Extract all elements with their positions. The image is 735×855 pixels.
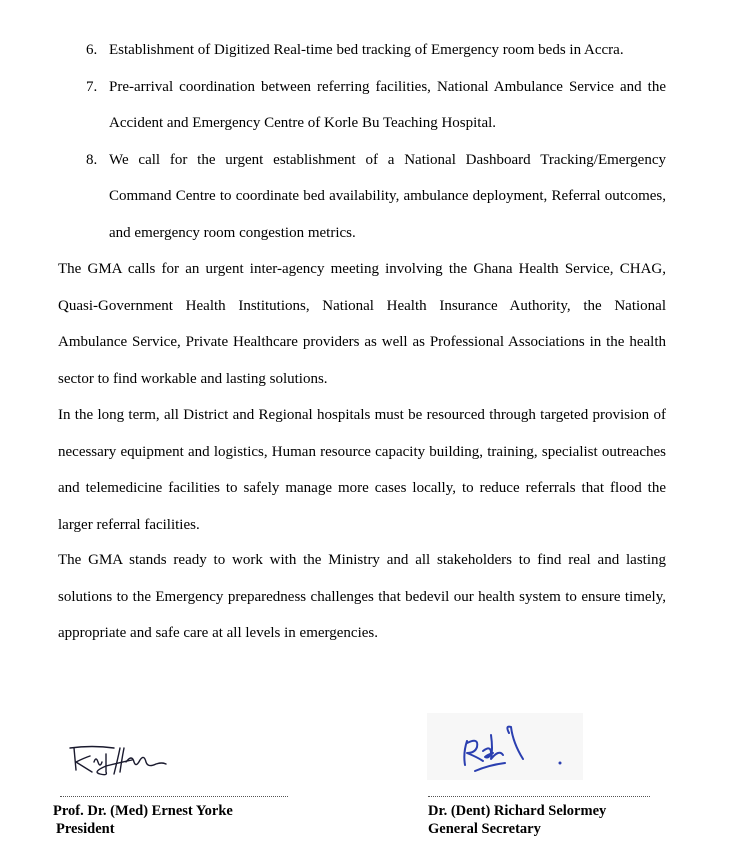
list-item bbox=[58, 69, 666, 142]
signatory-title: General Secretary bbox=[428, 821, 541, 837]
list-item bbox=[58, 32, 666, 69]
paragraph-long-term: In the long term, all District and Regional hospitals must be resourced through targeted provision of necessary equipment and logistics, Human resource capacity building, training, specialist outreaches and telemedicine facilities to safely manage more cases locally, to reduce referrals that flood the larger referral facilities. bbox=[58, 407, 666, 533]
signatory-title: President bbox=[56, 821, 115, 837]
signatory-name: Dr. (Dent) Richard Selormey bbox=[428, 803, 607, 819]
handwritten-signature-icon bbox=[427, 713, 583, 780]
list-item-text: Establishment of Digitized Real-time bed tracking of Emergency room beds in Accra. bbox=[109, 42, 624, 58]
signature-image-background bbox=[427, 713, 583, 780]
list-item bbox=[58, 142, 666, 252]
list-item-text: We call for the urgent establishment of a National Dashboard Tracking/Emergency Command Centre to coordinate bed availability, ambulance deployment, Referral outcomes, and emergency room congestion metrics. bbox=[109, 151, 666, 241]
signatory-name: Prof. Dr. (Med) Ernest Yorke bbox=[53, 803, 233, 819]
list-item-number: 8. bbox=[86, 151, 98, 168]
recommendations-list bbox=[58, 32, 666, 252]
paragraph-gma-stands-ready: The GMA stands ready to work with the Ministry and all stakeholders to find real and lasting solutions to the Emergency preparedness challenges that bedevil our health system to ensure timely, appropriate and safe care at all levels in emergencies. bbox=[58, 552, 666, 642]
list-item-number: 7. bbox=[86, 78, 98, 95]
list-item-text: Pre-arrival coordination between referring facilities, National Ambulance Service and the Accident and Emergency Centre of Korle Bu Teaching Hospital. bbox=[109, 78, 666, 132]
list-item-number: 6. bbox=[86, 42, 98, 58]
signature-line bbox=[60, 782, 288, 797]
handwritten-signature-icon bbox=[62, 732, 172, 787]
signature-line bbox=[428, 782, 650, 797]
paragraph-inter-agency-meeting: The GMA calls for an urgent inter-agency meeting involving the Ghana Health Service, CHAG, Quasi-Government Health Institutions, National Health Insurance Authority, the National Ambulance Service, Private Healthcare providers as well as Professional Associations in the health sector to find workable and lasting solutions. bbox=[58, 261, 666, 387]
